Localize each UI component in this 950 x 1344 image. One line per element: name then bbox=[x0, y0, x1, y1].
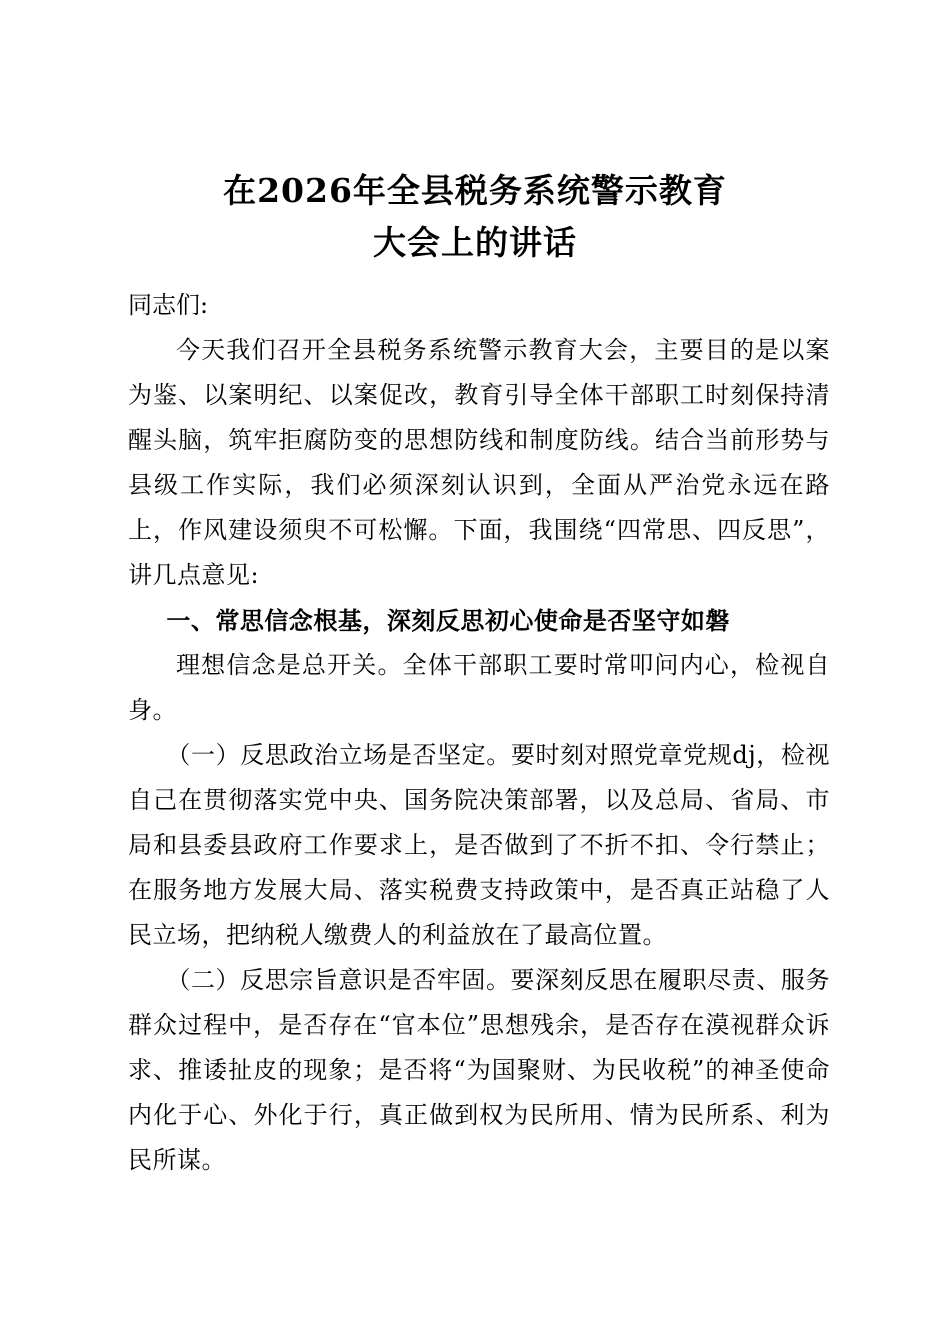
section-1-heading: 一、常思信念根基，深刻反思初心使命是否坚守如磐 bbox=[166, 606, 730, 635]
section-1-intro: 理想信念是总开关。全体干部职工要时常叩问内心，检视自身。 bbox=[128, 651, 830, 724]
title-line-2: 大会上的讲话 bbox=[373, 223, 577, 262]
document-title bbox=[0, 165, 950, 269]
title-line-1: 在2026年全县税务系统警示教育 bbox=[223, 171, 727, 210]
salutation: 同志们: bbox=[128, 291, 209, 319]
intro-paragraph: 今天我们召开全县税务系统警示教育大会，主要目的是以案为鉴、以案明纪、以案促改，教育引导全体干部职工时刻保持清醒头脑，筑牢拒腐防变的思想防线和制度防线。结合当前形势与县级工作实际，我们必须深刻认识到，全面从严治党永远在路上，作风建设须臾不可松懈。下面，我围绕“四常思、四反思”，讲几点意见: bbox=[128, 336, 830, 589]
subsection-1-paragraph: （一）反思政治立场是否坚定。要时刻对照党章党规dj，检视自己在贯彻落实党中央、国务院决策部署，以及总局、省局、市局和县委县政府工作要求上，是否做到了不折不扣、令行禁止；在服务地方发展大局、落实税费支持政策中，是否真正站稳了人民立场，把纳税人缴费人的利益放在了最高位置。 bbox=[128, 741, 830, 949]
subsection-2-paragraph: （二）反思宗旨意识是否牢固。要深刻反思在履职尽责、服务群众过程中，是否存在“官本位”思想残余，是否存在漠视群众诉求、推诿扯皮的现象；是否将“为国聚财、为民收税”的神圣使命内化于心、外化于行，真正做到权为民所用、情为民所系、利为民所谋。 bbox=[128, 966, 830, 1174]
document-body bbox=[128, 283, 830, 1183]
